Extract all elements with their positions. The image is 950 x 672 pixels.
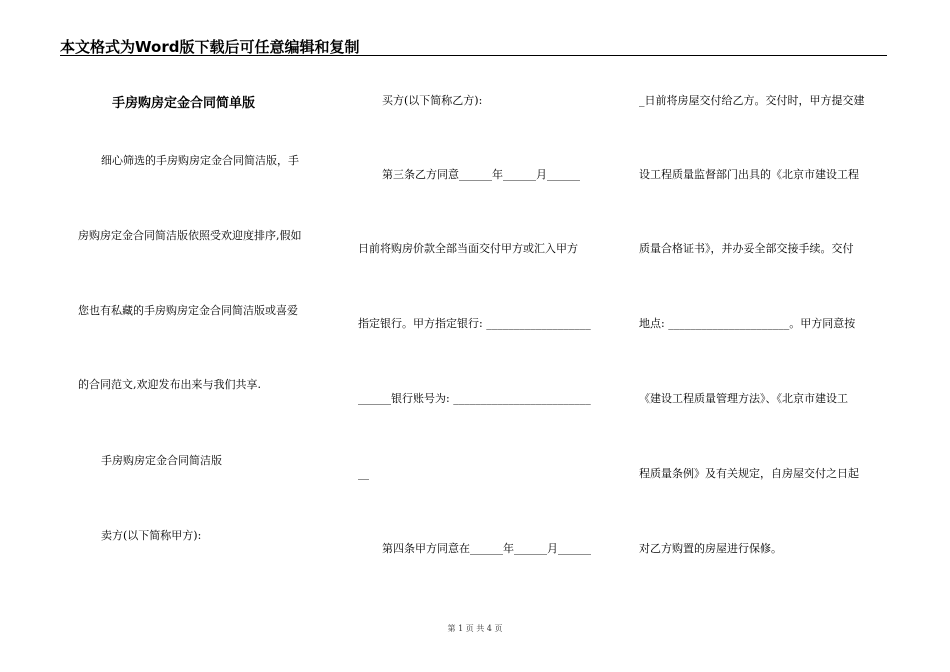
paragraph-line: 您也有私藏的手房购房定金合同简洁版或喜爱 <box>78 304 298 317</box>
paragraph-line: 地点: ______________________。甲方同意按 <box>639 317 856 330</box>
paragraph-line: __ <box>358 467 369 480</box>
paragraph-line: 第三条乙方同意______年______月______ <box>382 168 580 181</box>
header-title: 本文格式为Word版下载后可任意编辑和复制 <box>60 38 360 56</box>
paragraph-line: ______银行账号为: _________________________ <box>358 392 591 405</box>
paragraph-line: 卖方(以下简称甲方): <box>101 529 202 542</box>
paragraph-line: 设工程质量监督部门出具的《北京市建设工程 <box>639 168 859 181</box>
paragraph-line: _日前将房屋交付给乙方。交付时，甲方提交建 <box>639 94 865 107</box>
paragraph-line: 第四条甲方同意在______年______月______ <box>382 542 591 555</box>
paragraph-line: 对乙方购置的房屋进行保修。 <box>639 542 782 555</box>
paragraph-line: 的合同范文,欢迎发布出来与我们共享. <box>78 378 261 391</box>
paragraph-line: 《建设工程质量管理方法》、《北京市建设工 <box>639 392 848 405</box>
page-number: 第 1 页 共 4 页 <box>447 624 503 633</box>
document-title: 手房购房定金合同简单版 <box>112 96 256 111</box>
paragraph-line: 细心筛选的手房购房定金合同简洁版，手 <box>101 154 299 167</box>
paragraph-line: 质量合格证书》，并办妥全部交接手续。交付 <box>639 242 854 255</box>
paragraph-line: 房购房定金合同简洁版依照受欢迎度排序,假如 <box>78 229 302 242</box>
paragraph-line: 程质量条例》及有关规定，自房屋交付之日起 <box>639 467 859 480</box>
paragraph-line: 指定银行。甲方指定银行: ___________________ <box>358 317 591 330</box>
header-rule <box>60 55 887 56</box>
paragraph-line: 手房购房定金合同简洁版 <box>101 454 222 467</box>
paragraph-line: 买方(以下简称乙方): <box>382 94 483 107</box>
paragraph-line: 日前将购房价款全部当面交付甲方或汇入甲方 <box>358 242 578 255</box>
